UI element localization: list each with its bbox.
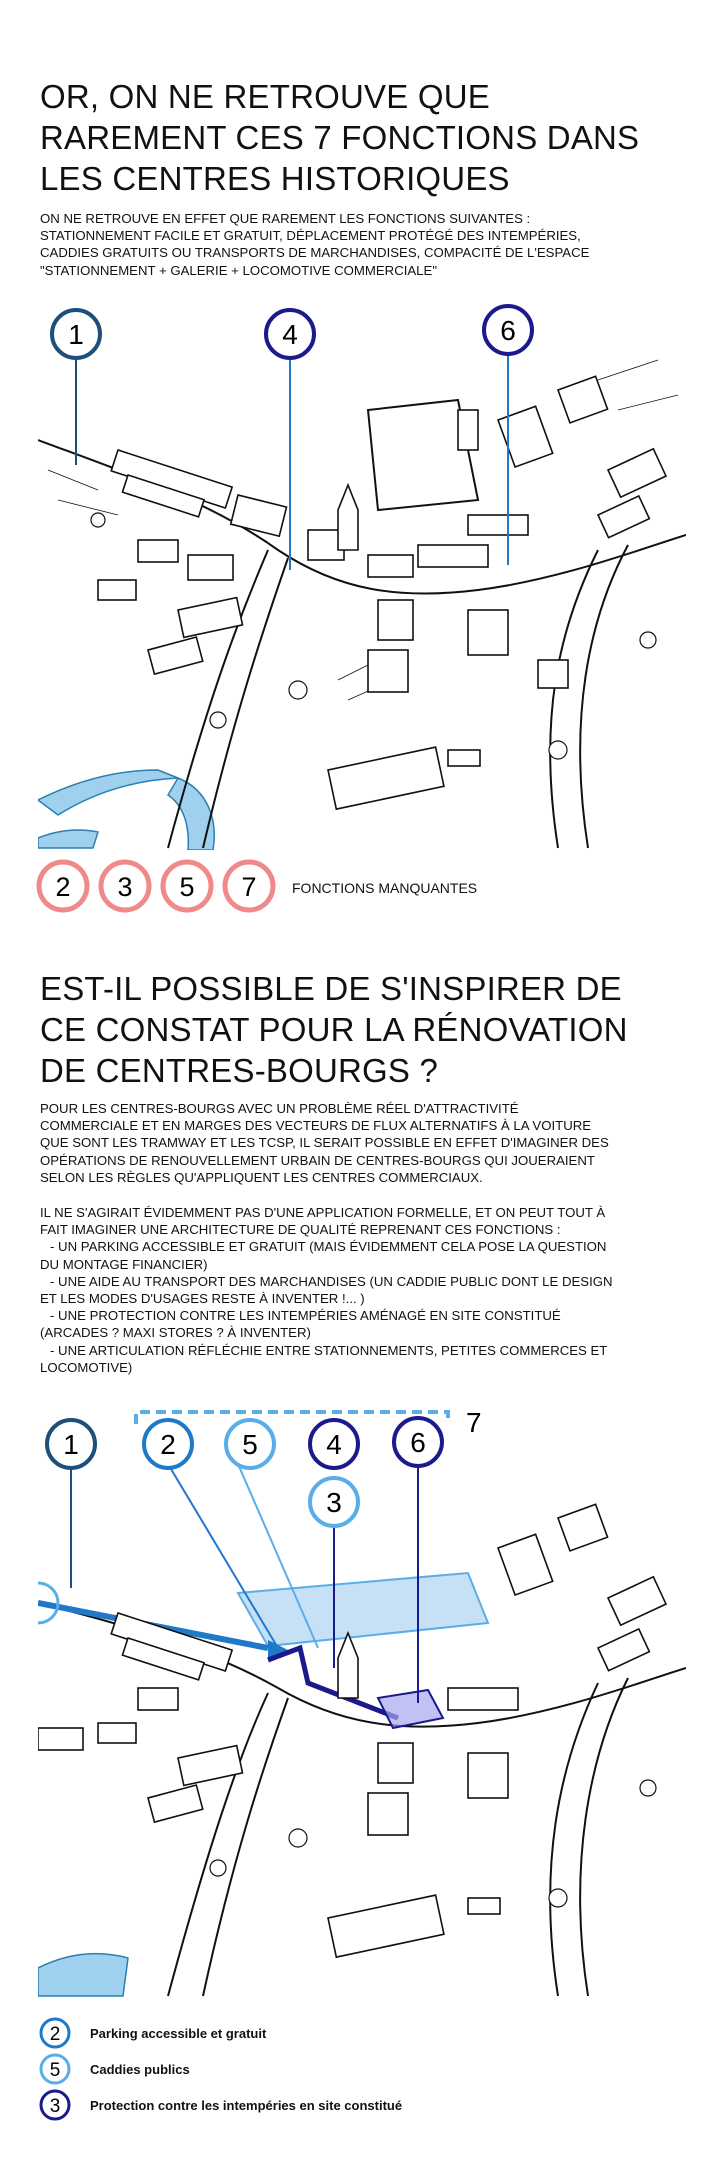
- building: [178, 598, 243, 638]
- text-line: COMMERCIALE ET EN MARGES DES VECTEURS DE FLUX ALTERNATIFS À LA VOITURE: [40, 1118, 592, 1134]
- tree: [289, 681, 307, 699]
- section1-intro: [40, 210, 690, 279]
- title-line: CE CONSTAT POUR LA RÉNOVATION: [40, 1011, 628, 1048]
- legend-label: Caddies publics: [90, 2061, 190, 2077]
- tree: [210, 1860, 226, 1876]
- missing-number: 3: [117, 872, 133, 902]
- marker-number: 3: [326, 1487, 342, 1518]
- building: [188, 555, 233, 580]
- marker-3: [310, 1478, 358, 1526]
- tree: [91, 513, 105, 527]
- missing-5: [163, 862, 211, 910]
- tree: [640, 632, 656, 648]
- title-line: OR, ON NE RETROUVE QUE: [40, 78, 490, 115]
- sketch-town-current: [38, 300, 686, 850]
- missing-number: 2: [55, 872, 71, 902]
- section2-paragraph2: [40, 1204, 690, 1376]
- building: [458, 410, 478, 450]
- marker-4: [310, 1420, 358, 1468]
- building: [378, 1743, 413, 1783]
- marker-number: 4: [282, 319, 298, 350]
- text-line: STATIONNEMENT FACILE ET GRATUIT, DÉPLACEMENT PROTÉGÉ DES INTEMPÉRIES,: [40, 228, 581, 244]
- truck: [448, 750, 480, 766]
- building: [598, 1629, 649, 1671]
- building: [328, 1895, 444, 1957]
- section1-title: [40, 76, 690, 199]
- marker-number: 1: [68, 319, 84, 350]
- marker-number: 5: [242, 1429, 258, 1460]
- section2-title: [40, 968, 690, 1091]
- text-line: (ARCADES ? MAXI STORES ? À INVENTER): [40, 1325, 311, 1341]
- marker-5: [226, 1420, 274, 1468]
- legend-number: 3: [49, 2096, 61, 2117]
- building: [468, 1753, 508, 1798]
- truck: [468, 1898, 500, 1914]
- road: [550, 550, 598, 848]
- legend-item: [38, 2016, 266, 2050]
- title-line: DE CENTRES-BOURGS ?: [40, 1052, 439, 1089]
- missing-2: [39, 862, 87, 910]
- building: [468, 610, 508, 655]
- missing-circles: [36, 856, 286, 916]
- legend-number: 2: [49, 2024, 61, 2045]
- legend-label: Parking accessible et gratuit: [90, 2025, 267, 2041]
- building: [538, 660, 568, 688]
- legend-badge: [38, 2088, 72, 2122]
- marker-number: 4: [326, 1429, 342, 1460]
- church: [338, 1633, 358, 1698]
- river: [38, 770, 178, 815]
- marker-6: [394, 1418, 442, 1466]
- title-line: EST-IL POSSIBLE DE S'INSPIRER DE: [40, 970, 622, 1007]
- building: [98, 1723, 136, 1743]
- marker-7: 7: [466, 1407, 482, 1438]
- building: [38, 1728, 83, 1750]
- building: [138, 540, 178, 562]
- text-line: - UNE ARTICULATION RÉFLÉCHIE ENTRE STATIONNEMENTS, PETITES COMMERCES ET: [50, 1342, 608, 1358]
- building: [468, 515, 528, 535]
- legend-badge: [38, 2016, 72, 2050]
- missing-functions-label: FONCTIONS MANQUANTES: [292, 880, 478, 896]
- text-line: "STATIONNEMENT + GALERIE + LOCOMOTIVE COMMERCIALE": [40, 262, 437, 278]
- legend-item: [38, 2052, 190, 2086]
- marker-1: [52, 310, 100, 358]
- text-line: DU MONTAGE FINANCIER): [40, 1256, 208, 1272]
- building: [368, 650, 408, 692]
- legend-item: [38, 2088, 402, 2122]
- marker-1: [47, 1420, 95, 1468]
- tree: [289, 1829, 307, 1847]
- road: [580, 1678, 628, 1996]
- building: [448, 1688, 518, 1710]
- text-line: LOCOMOTIVE): [40, 1359, 133, 1375]
- missing-functions: [36, 856, 596, 916]
- covered-square: [378, 1690, 443, 1728]
- building: [368, 555, 413, 577]
- text-line: POUR LES CENTRES-BOURGS AVEC UN PROBLÈME RÉEL D'ATTRACTIVITÉ: [40, 1101, 519, 1116]
- text-line: ON NE RETROUVE EN EFFET QUE RAREMENT LES FONCTIONS SUIVANTES :: [40, 211, 531, 226]
- text-line: FAIT IMAGINER UNE ARCHITECTURE DE QUALITÉ REPRENANT CES FONCTIONS :: [40, 1222, 561, 1238]
- building: [498, 406, 553, 467]
- legend-number: 5: [49, 2060, 61, 2081]
- church: [338, 485, 358, 550]
- text-line: CADDIES GRATUITS OU TRANSPORTS DE MARCHANDISES, COMPACITÉ DE L'ESPACE: [40, 245, 590, 261]
- text-line: - UN PARKING ACCESSIBLE ET GRATUIT (MAIS ÉVIDEMMENT CELA POSE LA QUESTION: [50, 1239, 607, 1255]
- road: [580, 545, 628, 848]
- marker-leader: [168, 1464, 278, 1648]
- road: [203, 1698, 288, 1996]
- tree: [640, 1780, 656, 1796]
- building: [418, 545, 488, 567]
- marker-number: 6: [500, 315, 516, 346]
- building: [598, 496, 649, 538]
- text-line: ET LES MODES D'USAGES RESTE À INVENTER !... ): [40, 1291, 365, 1307]
- building: [98, 580, 136, 600]
- missing-3: [101, 862, 149, 910]
- tree: [549, 1889, 567, 1907]
- river: [168, 778, 214, 850]
- river: [38, 1954, 128, 1996]
- text-line: QUE SONT LES TRAMWAY ET LES TCSP, IL SERAIT POSSIBLE EN EFFET D'IMAGINER DES: [40, 1135, 609, 1151]
- road: [550, 1683, 598, 1996]
- legend-label: Protection contre les intempéries en site constitué: [90, 2097, 403, 2113]
- building: [498, 1534, 553, 1595]
- missing-number: 5: [179, 872, 195, 902]
- marker-6: [484, 306, 532, 354]
- river: [38, 830, 98, 848]
- covered-parking-zone: [238, 1573, 488, 1646]
- title-line: RAREMENT CES 7 FONCTIONS DANS: [40, 119, 640, 156]
- road: [168, 1693, 268, 1996]
- title-line: LES CENTRES HISTORIQUES: [40, 160, 510, 197]
- marker-number: 2: [160, 1429, 176, 1460]
- building: [608, 1577, 666, 1625]
- building: [378, 600, 413, 640]
- building: [328, 747, 444, 809]
- tree: [210, 712, 226, 728]
- text-line: - UNE PROTECTION CONTRE LES INTEMPÉRIES AMÉNAGÉ EN SITE CONSTITUÉ: [50, 1308, 561, 1324]
- building: [138, 1688, 178, 1710]
- text-line: OPÉRATIONS DE RENOUVELLEMENT URBAIN DE CENTRES-BOURGS QUI JOUERAIENT: [40, 1152, 595, 1168]
- building: [558, 1504, 608, 1551]
- building: [148, 637, 203, 674]
- text-line: - UNE AIDE AU TRANSPORT DES MARCHANDISES (UN CADDIE PUBLIC DONT LE DESIGN: [50, 1273, 613, 1289]
- marker-2: [144, 1420, 192, 1468]
- building: [368, 1793, 408, 1835]
- building: [558, 376, 608, 423]
- tree: [549, 741, 567, 759]
- sketch-town-proposal: [38, 1398, 686, 1998]
- marker-number: 1: [63, 1429, 79, 1460]
- building: [148, 1785, 203, 1822]
- missing-number: 7: [241, 872, 257, 902]
- legend-badge: [38, 2052, 72, 2086]
- building: [231, 495, 287, 536]
- text-line: SELON LES RÈGLES QU'APPLIQUENT LES CENTRES COMMERCIAUX.: [40, 1169, 483, 1185]
- marker-number: 6: [410, 1427, 426, 1458]
- text-line: IL NE S'AGIRAIT ÉVIDEMMENT PAS D'UNE APPLICATION FORMELLE, ET ON PEUT TOUT À: [40, 1205, 606, 1220]
- missing-7: [225, 862, 273, 910]
- section2-paragraph1: [40, 1100, 690, 1186]
- marker-4: [266, 310, 314, 358]
- building: [608, 449, 666, 497]
